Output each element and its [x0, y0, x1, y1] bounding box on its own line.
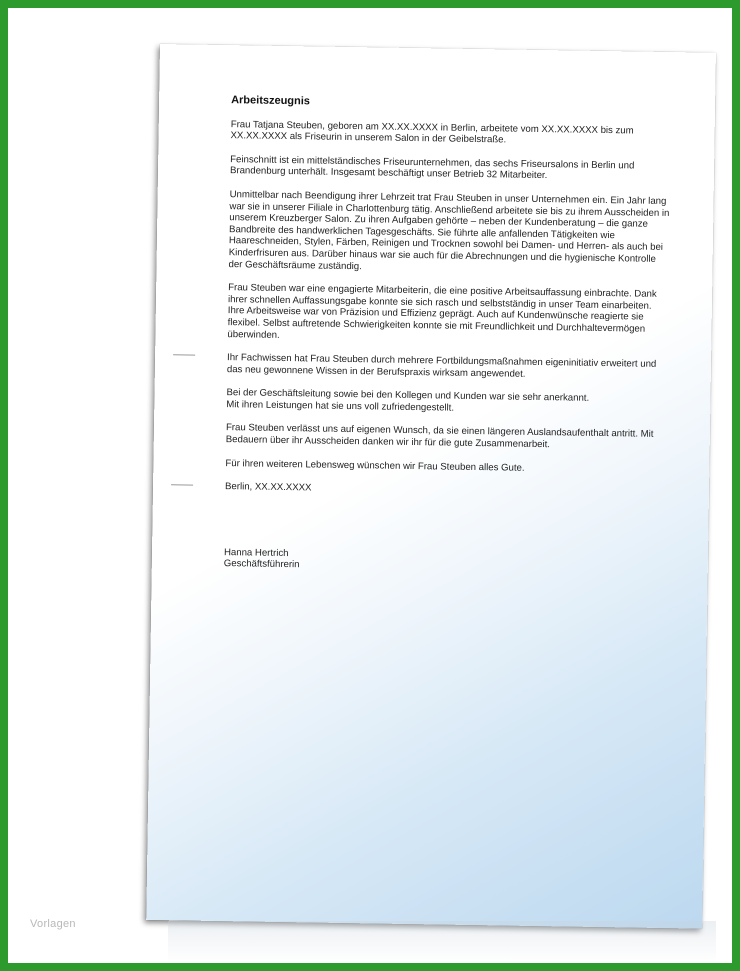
signature-name: Hanna Hertrich [223, 546, 289, 559]
paragraph-intro: Frau Tatjana Steuben, geboren am XX.XX.XXXX in Berlin, arbeitete vom XX.XX.XXXX bis zum XX.XX.XXXX als Friseurin in unserem Salon in der Geibelstraße. [230, 118, 634, 146]
fold-mark-top [173, 354, 195, 355]
place-date: Berlin, XX.XX.XXXX [224, 481, 312, 494]
fold-mark-bottom [171, 484, 193, 485]
document-title: Arbeitszeugnis [231, 94, 311, 108]
signature-role: Geschäftsführerin [223, 558, 300, 571]
paragraph-duties: Unmittelbar nach Beendigung ihrer Lehrzeit trat Frau Steuben in unser Unternehmen ein. Ein Jahr lang war sie in unserer Filiale in Charlottenburg tätig. Anschließend arbeitete sie bis zu ihrem Ausscheiden in unserem Kreuzberger Salon. Zu ihren Aufgaben gehörte – neben der Kundenberatung – die ganze Bandbreite des handwerklichen Tagesgeschäfts. Sie führte alle anfallenden Tätigkeiten wie Haareschneiden, Stylen, Färben, Reinigen und Trocknen sowohl bei Damen- und Herren- als auch bei Kinderfrisuren aus. Darüber hinaus war sie auch für die Abrechnungen und die hygienische Kontrolle der Geschäftsräume zuständig. [228, 189, 670, 272]
document-body [224, 95, 671, 577]
paragraph-training: Ihr Fachwissen hat Frau Steuben durch mehrere Fortbildungsmaßnahmen eigeninitiativ erweitert und das neu gewonnene Wissen in der Berufspraxis wirksam angewendet. [226, 352, 657, 380]
paragraph-performance: Frau Steuben war eine engagierte Mitarbeiterin, die eine positive Arbeitsauffassung einbrachte. Dank ihrer schnellen Auffassungsgabe konnte sie sich rasch und selbstständig in unser Team einarbeiten. Ihre Arbeitsweise war von Präzision und Effizienz geprägt. Auch auf Kundenwünsche reagierte sie flexibel. Selbst auftretende Schwierigkeiten konnte sie mit Freundlichkeit und Durchhaltevermögen überwinden. [227, 282, 657, 341]
paragraph-recognition: Bei der Geschäftsleitung sowie bei den Kollegen und Kunden war sie sehr anerkannt. Mit ihren Leistungen hat sie uns voll zufriedengestellt. [226, 387, 590, 414]
watermark-text: Vorlagen [30, 918, 76, 930]
paragraph-wishes: Für ihren weiteren Lebensweg wünschen wir Frau Steuben alles Gute. [225, 457, 525, 474]
page-reflection [168, 921, 716, 963]
document-page [146, 44, 716, 929]
paragraph-company: Feinschnitt ist ein mittelständisches Friseurunternehmen, das sechs Friseursalons in Berlin und Brandenburg unterhält. Insgesamt beschäftigt unser Betrieb 32 Mitarbeiter. [229, 153, 635, 182]
paragraph-departure: Frau Steuben verlässt uns auf eigenen Wunsch, da sie einen längeren Auslandsaufenthalt antritt. Mit Bedauern über ihr Ausscheiden danken wir ihr für die gute Zusammenarbeit. [225, 422, 654, 451]
